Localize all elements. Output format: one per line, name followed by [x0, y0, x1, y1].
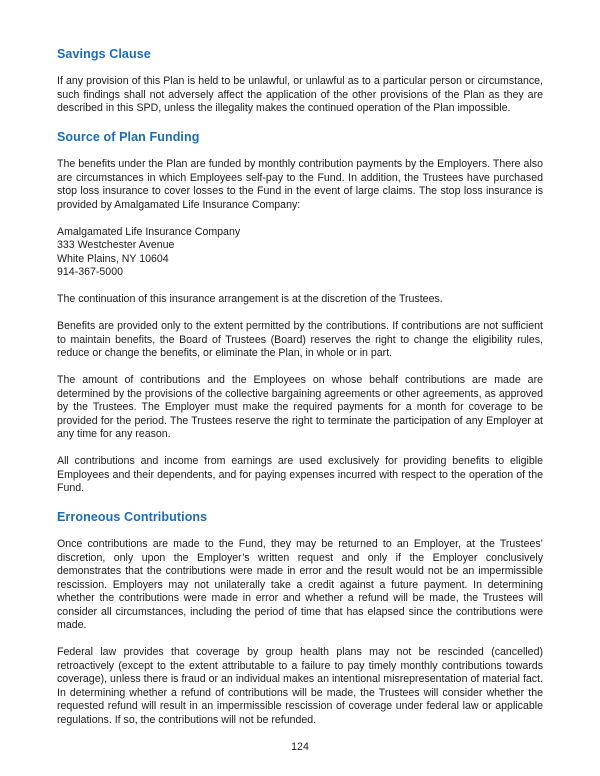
heading-source-of-plan-funding: Source of Plan Funding [57, 130, 200, 144]
insurer-address-block [57, 226, 543, 280]
paragraph-funding-3: Benefits are provided only to the extent permitted by the contributions. If contributions are not sufficient to maintain benefits, the Board of Trustees (Board) reserves the right to change the eligibility rules, reduce or change the benefits, or eliminate the Plan, in whole or in part. [57, 320, 543, 359]
paragraph-funding-2: The continuation of this insurance arrangement is at the discretion of the Trustees. [57, 293, 443, 305]
address-line-street: 333 Westchester Avenue [57, 239, 175, 251]
paragraph-funding-4: The amount of contributions and the Employees on whose behalf contributions are made are determined by the provisions of the collective bargaining agreements or other agreements, as approved by the Trustees. The Employer must make the required payments for a month for coverage to be provided for the period. The Trustees reserve the right to terminate the participation of any Employer at any time for any reason. [57, 374, 543, 440]
paragraph-erroneous-2: Federal law provides that coverage by group health plans may not be rescinded (cancelled) retroactively (except to the extent attributable to a failure to pay timely monthly contributions towards coverage), unless there is fraud or an individual makes an intentional misrepresentation of material fact. In determining whether a refund of contributions will be made, the Trustees will consider whether the requested refund will result in an impermissible rescission of coverage under federal law or applicable regulations. If so, the contributions will not be refunded. [57, 646, 543, 726]
address-line-company: Amalgamated Life Insurance Company [57, 225, 241, 238]
paragraph-savings-clause-1: If any provision of this Plan is held to be unlawful, or unlawful as to a particular person or circumstance, such findings shall not adversely affect the application of the other provisions of the Plan as they are described in this SPD, unless the illegality makes the continued operation of the Plan impossible. [57, 75, 543, 114]
paragraph-funding-5: All contributions and income from earnings are used exclusively for providing benefits to eligible Employees and their dependents, and for paying expenses incurred with respect to the operation of the Fund. [57, 455, 543, 494]
heading-savings-clause: Savings Clause [57, 47, 151, 61]
address-line-phone: 914-367-5000 [57, 266, 123, 278]
page-number: 124 [291, 741, 309, 753]
paragraph-funding-1: The benefits under the Plan are funded by monthly contribution payments by the Employers. There also are circumstances in which Employees self-pay to the Fund. In addition, the Trustees have purchased stop loss insurance to cover losses to the Fund in the event of large claims. The stop loss insurance is provided by Amalgamated Life Insurance Company: [57, 158, 543, 211]
heading-erroneous-contributions: Erroneous Contributions [57, 510, 208, 524]
address-line-city: White Plains, NY 10604 [57, 252, 169, 265]
paragraph-erroneous-1: Once contributions are made to the Fund, they may be returned to an Employer, at the Trustees’ discretion, only upon the Employer’s written request and only if the Employer conclusively demonstrates that the contributions were made in error and the result would not be an impermissible rescission. Employers may not unilaterally take a credit against a future payment. In determining whether the contributions were made in error and whether a refund will be made, the Trustees will consider all circumstances, including the period of time that has elapsed since the contributions were made. [57, 538, 543, 631]
